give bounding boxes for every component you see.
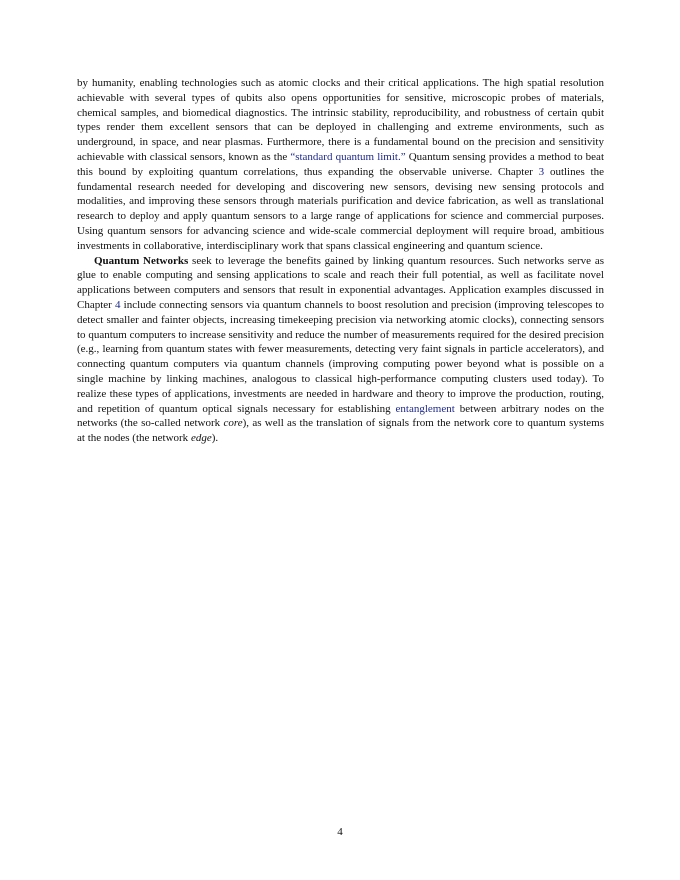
network-edge-term: edge xyxy=(190,432,212,445)
networks-text-3: between arbitrary nodes on the networks (the so-called network xyxy=(77,402,604,430)
paragraph-quantum-networks xyxy=(77,254,604,446)
sensing-text-2: Quantum sensing provides a method to beat this bound by exploiting quantum correlations, thus expanding the observable universe. Chapter xyxy=(77,150,604,178)
networks-text-5: ). xyxy=(211,432,219,445)
chapter-4-link[interactable]: 4 xyxy=(114,298,121,311)
networks-text-4: ), as well as the translation of signals from the network core to quantum systems at the nodes (the network xyxy=(77,417,604,445)
paragraph-quantum-sensing xyxy=(77,76,604,254)
networks-text-1: seek to leverage the benefits gained by linking quantum resources. Such networks serve as glue to enable computing and sensing applications to scale and reach their full potential, as well as facilitate novel applications between computers and sensors that result in exponential advantages. Application examples discussed in Chapter xyxy=(77,254,604,311)
chapter-3-link[interactable]: 3 xyxy=(538,165,545,178)
quantum-networks-heading: Quantum Networks xyxy=(94,254,189,267)
entanglement-link[interactable]: entanglement xyxy=(395,402,455,415)
sensing-text-1: by humanity, enabling technologies such as atomic clocks and their critical applications. The high spatial resolution achievable with several types of qubits also opens opportunities for sensitive, microscopic probes of materials, chemical samples, and biomedical diagnostics. The intrinsic stability, reproducibility, and robustness of certain qubit types render them excellent sensors that can be deployed in challenging and extreme environments, such as underground, in space, and near plasmas. Furthermore, there is a fundamental bound on the precision and sensitivity achievable with classical sensors, known as the xyxy=(77,77,604,163)
page-number: 4 xyxy=(337,826,343,838)
network-core-term: core xyxy=(223,417,243,430)
standard-quantum-limit-link[interactable]: “standard quantum limit.” xyxy=(290,150,406,163)
networks-text-2: include connecting sensors via quantum channels to boost resolution and precision (improving telescopes to detect smaller and fainter objects, increasing timekeeping precision via networking atomic clocks), connecting sensors to quantum computers to increase sensitivity and reduce the number of measurements required for the desired precision (e.g., learning from quantum states with fewer measurements, detecting very faint signals in particle accelerators), and connecting quantum computers via quantum channels (improving computing power beyond what is possible on a single machine by linking machines, analogous to classical high-performance computing clusters used today). To realize these types of applications, investments are needed in hardware and theory to improve the production, routing, and repetition of quantum optical signals necessary for establishing xyxy=(77,298,604,415)
sensing-text-3: outlines the fundamental research needed for developing and discovering new sensors, devising new sensing protocols and modalities, and improving these sensors through materials purification and device fabrication, as well as translational research to deploy and apply quantum sensors to a large range of applications for science and commercial purposes. Using quantum sensors for advancing science and wide-scale commercial deployment will require broad, ambitious investments in collaborative, interdisciplinary work that spans classical engineering and quantum science. xyxy=(77,165,604,252)
page-body xyxy=(77,76,604,446)
